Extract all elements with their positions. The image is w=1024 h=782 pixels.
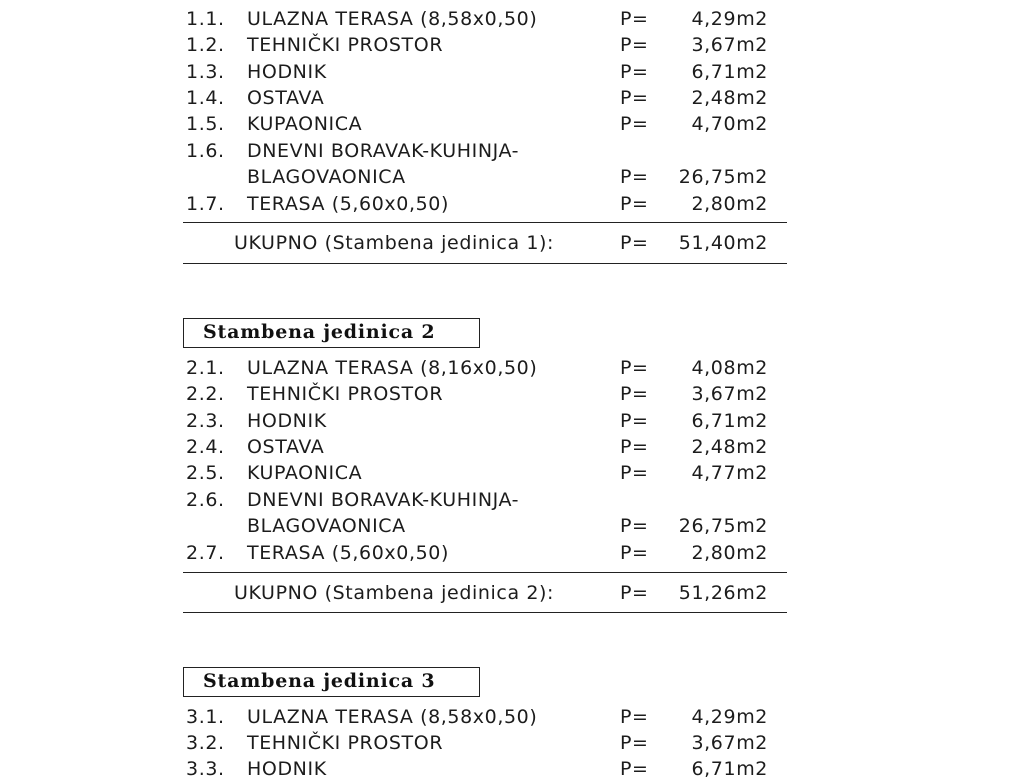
room-name: TEHNIČKI PROSTOR [247,34,444,56]
room-row [0,381,1024,407]
room-number: 1.4. [186,87,225,109]
room-name: OSTAVA [247,436,325,458]
total-row [0,580,1024,606]
room-name: KUPAONICA [247,113,363,135]
room-row [0,111,1024,137]
area-value: 6,71m2 [691,410,768,432]
area-prefix: P= [620,706,649,728]
room-name: ULAZNA TERASA (8,16x0,50) [247,357,538,379]
room-name: TEHNIČKI PROSTOR [247,732,444,754]
area-prefix: P= [620,462,649,484]
room-row-continuation [0,164,1024,190]
room-row [0,460,1024,486]
total-divider-top [183,572,787,573]
room-number: 2.7. [186,542,225,564]
room-name: DNEVNI BORAVAK-KUHINJA- [247,140,520,162]
room-number: 1.3. [186,61,225,83]
area-value: 4,77m2 [691,462,768,484]
room-number: 2.5. [186,462,225,484]
room-row [0,355,1024,381]
room-name: TEHNIČKI PROSTOR [247,383,444,405]
room-name: HODNIK [247,410,327,432]
area-value: 2,48m2 [691,87,768,109]
room-row [0,32,1024,58]
area-prefix: P= [620,410,649,432]
room-name: ULAZNA TERASA (8,58x0,50) [247,706,538,728]
room-number: 3.3. [186,758,225,780]
area-value: 4,08m2 [691,357,768,379]
room-name: TERASA (5,60x0,50) [247,542,449,564]
room-number: 3.2. [186,732,225,754]
room-number: 2.3. [186,410,225,432]
total-value: 51,26m2 [678,582,768,604]
area-value: 26,75m2 [678,515,768,537]
room-name: KUPAONICA [247,462,363,484]
section-title: Stambena jedinica 2 [183,318,480,348]
area-prefix: P= [620,87,649,109]
area-value: 2,48m2 [691,436,768,458]
room-number: 1.6. [186,140,225,162]
area-value: 6,71m2 [691,61,768,83]
room-row [0,434,1024,460]
area-prefix: P= [620,732,649,754]
room-name: TERASA (5,60x0,50) [247,193,449,215]
area-prefix: P= [620,758,649,780]
room-name: ULAZNA TERASA (8,58x0,50) [247,8,538,30]
room-row [0,730,1024,756]
total-value: 51,40m2 [678,232,768,254]
area-prefix: P= [620,8,649,30]
room-name: HODNIK [247,758,327,780]
area-value: 26,75m2 [678,166,768,188]
room-name: DNEVNI BORAVAK-KUHINJA- [247,489,520,511]
area-prefix: P= [620,436,649,458]
room-row [0,6,1024,32]
room-row [0,191,1024,217]
area-value: 2,80m2 [691,193,768,215]
area-prefix: P= [620,515,649,537]
total-divider-bottom [183,263,787,264]
area-prefix: P= [620,34,649,56]
area-value: 4,29m2 [691,8,768,30]
area-prefix: P= [620,357,649,379]
room-number: 2.4. [186,436,225,458]
total-row [0,230,1024,256]
room-name-continuation: BLAGOVAONICA [247,515,406,537]
total-label: UKUPNO (Stambena jedinica 1): [234,232,555,254]
room-row [0,540,1024,566]
room-number: 1.1. [186,8,225,30]
room-name-continuation: BLAGOVAONICA [247,166,406,188]
area-prefix: P= [620,542,649,564]
area-value: 3,67m2 [691,34,768,56]
area-value: 6,71m2 [691,758,768,780]
room-number: 1.5. [186,113,225,135]
area-value: 3,67m2 [691,383,768,405]
room-number: 2.2. [186,383,225,405]
room-number: 2.1. [186,357,225,379]
total-prefix: P= [620,232,649,254]
area-prefix: P= [620,166,649,188]
area-prefix: P= [620,61,649,83]
room-row-continuation [0,513,1024,539]
room-name: OSTAVA [247,87,325,109]
room-number: 1.7. [186,193,225,215]
area-value: 2,80m2 [691,542,768,564]
section-title: Stambena jedinica 3 [183,667,480,697]
room-row [0,85,1024,111]
room-number: 3.1. [186,706,225,728]
room-row [0,59,1024,85]
area-prefix: P= [620,193,649,215]
total-label: UKUPNO (Stambena jedinica 2): [234,582,555,604]
total-divider-top [183,222,787,223]
area-value: 3,67m2 [691,732,768,754]
total-divider-bottom [183,612,787,613]
area-value: 4,29m2 [691,706,768,728]
area-prefix: P= [620,113,649,135]
room-number: 2.6. [186,489,225,511]
area-value: 4,70m2 [691,113,768,135]
room-row [0,138,1024,164]
total-prefix: P= [620,582,649,604]
room-row [0,487,1024,513]
room-number: 1.2. [186,34,225,56]
room-row [0,408,1024,434]
room-name: HODNIK [247,61,327,83]
room-row [0,704,1024,730]
area-prefix: P= [620,383,649,405]
room-row [0,756,1024,782]
